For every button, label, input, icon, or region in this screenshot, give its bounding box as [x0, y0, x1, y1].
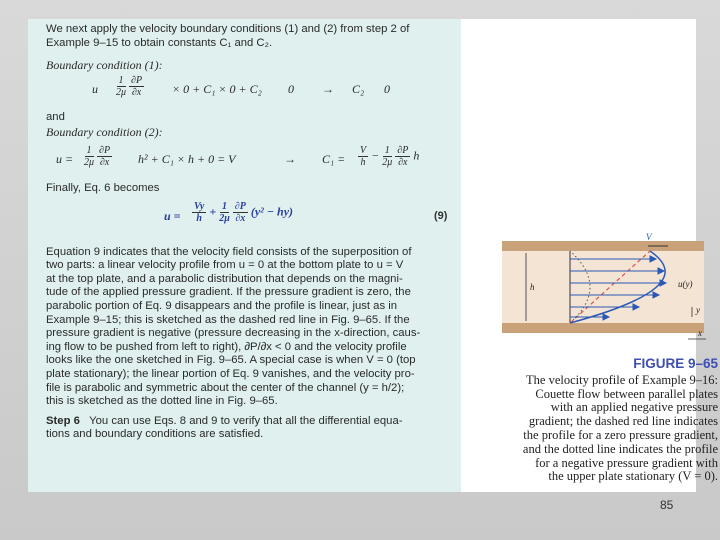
caption-line: gradient; the dashed red line indicates: [528, 414, 718, 429]
bc2-frac3: $\frac{V}{h}$: [360, 144, 367, 168]
bc1-arrow: →: [322, 81, 334, 96]
label-x: x: [698, 328, 702, 338]
caption-line: The velocity profile of Example 9–16:: [526, 372, 718, 387]
caption-line: the profile for a zero pressure gradient,: [523, 427, 718, 442]
and-text: and: [46, 110, 65, 123]
top-plate: [502, 241, 704, 251]
eq9-lhs: u =: [164, 208, 181, 223]
eq9-plus: +: [209, 203, 217, 218]
body-line: tude of the applied pressure gradient. If the pressure gradient is zero, the: [46, 286, 411, 299]
body-line: parabolic portion of Eq. 9 disappears and the profile is linear, just as in: [46, 299, 398, 312]
bc1-result-lhs: C₂: [352, 81, 365, 96]
bc2-lhs: u =: [56, 151, 74, 166]
label-v: V: [646, 232, 652, 242]
figure-heading: FIGURE 9–65: [633, 356, 718, 371]
body-line: this is sketched as the dotted line in Fig. 9–65.: [46, 395, 278, 408]
body-line: ing flow to be pushed from left to right), ∂P/∂x < 0 and the velocity profile: [46, 340, 407, 353]
label-y: y: [696, 305, 700, 315]
bc2-frac1: $\frac{1}{2\mu}$: [84, 144, 95, 168]
equation-9: [46, 196, 451, 242]
bc2-terms: h² + C₁ × h + 0 = V: [138, 151, 236, 166]
caption-line: for a negative pressure gradient with: [535, 455, 718, 470]
step6-text-1: You can use Eqs. 8 and 9 to verify that all the differential equa-: [89, 414, 403, 427]
eq9-frac3: $\frac{\partial P}{\partial x}$: [234, 200, 246, 224]
step6-label: Step 6: [46, 414, 80, 427]
body-line: Example 9–15; this is sketched as the dashed red line in Fig. 9–65. If the: [46, 313, 410, 326]
body-line: looks like the one sketched in Fig. 9–65. A special case is when V = 0 (top: [46, 354, 416, 367]
step6-line-2: tions and boundary conditions are satisfied.: [46, 428, 264, 441]
eq9-tail: (y² − hy): [250, 203, 294, 218]
caption-text: [480, 374, 718, 484]
eq9-number: (9): [434, 209, 448, 222]
bc2-result: C₁ =: [322, 151, 346, 166]
caption-line: the upper plate stationary (V = 0).: [548, 469, 718, 484]
caption-line: with an applied negative pressure: [550, 400, 718, 415]
body-line: pressure gradient is negative (pressure decreasing in the x-direction, caus-: [46, 327, 421, 340]
bc1-result-rhs: 0: [384, 81, 390, 96]
bc2-frac5: $\frac{\partial P}{\partial x}$: [397, 144, 409, 168]
bc2-minus: −: [371, 148, 380, 163]
body-line: file is parabolic and symmetric about the center of the channel (y = h/2);: [46, 381, 405, 394]
bottom-plate: [502, 323, 704, 333]
page-number: 85: [660, 498, 674, 512]
velocity-profile-figure: [498, 232, 708, 351]
slide: [28, 19, 718, 492]
body-line: at the top plate, and a parabolic distribution that depends on the magni-: [46, 272, 403, 285]
bc1-terms: × 0 + C₁ × 0 + C₂: [172, 81, 262, 96]
bc1-zero: 0: [288, 81, 294, 96]
caption-line: Couette flow between parallel plates: [535, 386, 718, 401]
eq9-frac1: $\frac{Vy}{h}$: [194, 200, 205, 224]
bc1-equation: [46, 73, 451, 107]
label-u: u(y): [678, 279, 693, 289]
bc2-frac4: $\frac{1}{2\mu}$: [382, 144, 393, 168]
finally-text: Finally, Eq. 6 becomes: [46, 181, 160, 194]
body-paragraph: [46, 246, 451, 409]
bc2-equation: [46, 140, 451, 182]
intro-line-2: Example 9–15 to obtain constants C₁ and C₂.: [46, 36, 273, 49]
bc2-tail: h: [413, 148, 420, 163]
bc1-label: Boundary condition (1):: [46, 58, 163, 73]
body-line: Equation 9 indicates that the velocity field consists of the superposition of: [46, 245, 412, 258]
label-h: h: [530, 282, 535, 292]
step6-line-1: [46, 415, 451, 429]
bc1-frac1: $\frac{1}{2\mu}$: [116, 74, 127, 98]
bc2-frac2: $\frac{\partial P}{\partial x}$: [99, 144, 111, 168]
caption-line: and the dotted line indicates the profile: [522, 441, 718, 456]
figure-caption: [480, 357, 718, 484]
intro-line-1: We next apply the velocity boundary conditions (1) and (2) from step 2 of: [46, 23, 410, 35]
text-panel: [28, 19, 461, 492]
bc2-label: Boundary condition (2):: [46, 125, 163, 140]
bc1-frac2: $\frac{\partial P}{\partial x}$: [131, 74, 143, 98]
eq9-frac2: $\frac{1}{2\mu}$: [219, 200, 230, 224]
bc1-lhs: u: [92, 81, 98, 96]
body-line: two parts: a linear velocity profile from u = 0 at the bottom plate to u = V: [46, 259, 404, 272]
body-line: plate stationary); the linear portion of Eq. 9 vanishes, and the velocity pro-: [46, 367, 415, 380]
bc2-arrow: →: [284, 151, 296, 166]
